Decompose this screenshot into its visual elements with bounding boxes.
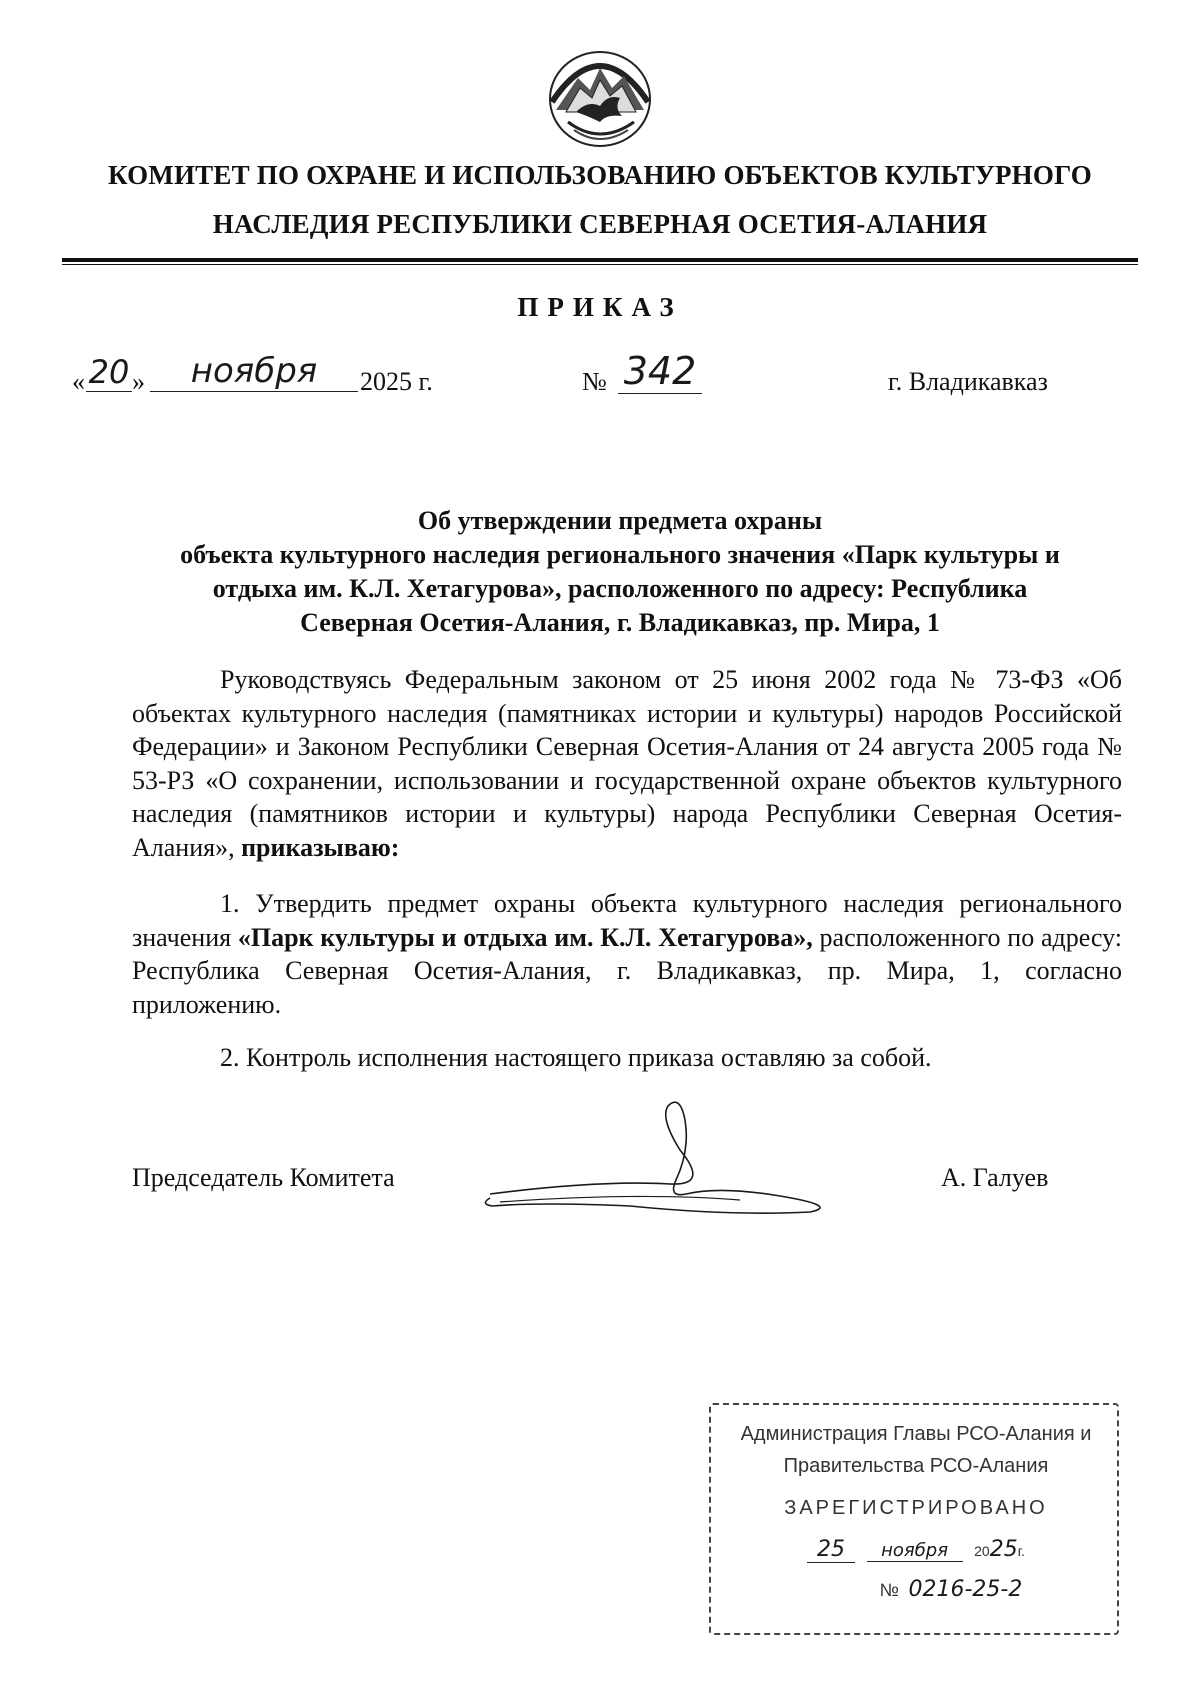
stamp-year-unit: г. xyxy=(1017,1543,1025,1559)
preamble-paragraph xyxy=(132,663,1122,864)
clause-2 xyxy=(132,1041,1122,1075)
clause-1-object-name: «Парк культуры и отдыха им. К.Л. Хетагурова», xyxy=(237,922,813,952)
document-title xyxy=(130,504,1110,640)
order-verb: приказываю: xyxy=(241,832,400,862)
document-type: ПРИКАЗ xyxy=(517,292,683,322)
date-year: 2025 г. xyxy=(360,367,433,396)
title-line1: Об утверждении предмета охраны xyxy=(417,506,823,535)
preamble-text: Руководствуясь Федеральным законом от 25 июня 2002 года № 73-ФЗ «Об объектах культурного наследия (памятниках истории и культуры) народов Российской Федерации» и Законом Республики Северная Осетия-Алания от 24 августа 2005 года № 53-РЗ «О сохранении, использовании и государственной охране объектов культурного наследия (памятников истории и культуры) народа Республики Северная Осетия-Алания», xyxy=(132,665,1122,862)
date-day: 20 xyxy=(86,353,132,392)
stamp-number-row xyxy=(711,1577,1121,1602)
stamp-number: 0216-25-2 xyxy=(908,1577,1023,1602)
handwritten-signature xyxy=(480,1100,920,1220)
stamp-number-label: № xyxy=(879,1580,899,1600)
signatory-position: Председатель Комитета xyxy=(132,1163,395,1192)
stamp-year-suffix: 25 xyxy=(989,1537,1018,1562)
order-number: 342 xyxy=(618,349,702,394)
stamp-year-prefix: 20 xyxy=(974,1543,990,1559)
date-month: ноября xyxy=(150,351,358,392)
stamp-line2: Правительства РСО-Алания xyxy=(783,1455,1049,1477)
clause-1-start: 1. Утвердить предмет охраны объекта культурного наследия регионального значения xyxy=(132,889,1122,952)
header-divider-thin xyxy=(62,264,1138,265)
stamp-line1: Администрация Главы РСО-Алания и xyxy=(740,1423,1092,1445)
stamp-date xyxy=(711,1537,1121,1563)
order-number-label: № xyxy=(582,367,607,396)
date-quote-close: » xyxy=(132,367,145,396)
title-line4: Северная Осетия-Алания, г. Владикавказ, пр. Мира, 1 xyxy=(300,608,940,637)
stamp-month: ноября xyxy=(867,1540,963,1562)
header-divider xyxy=(62,258,1138,262)
city: г. Владикавказ xyxy=(888,367,1048,396)
title-line3: отдыха им. К.Л. Хетагурова», расположенного по адресу: Республика xyxy=(212,574,1028,603)
organization-name-line1: КОМИТЕТ ПО ОХРАНЕ И ИСПОЛЬЗОВАНИЮ ОБЪЕКТОВ КУЛЬТУРНОГО xyxy=(107,160,1092,190)
title-line2: объекта культурного наследия регионального значения «Парк культуры и xyxy=(180,540,1060,569)
coat-of-arms-icon xyxy=(548,50,652,148)
clause-2-text: 2. Контроль исполнения настоящего приказа оставляю за собой. xyxy=(220,1043,932,1072)
registration-stamp xyxy=(709,1403,1119,1635)
date-number-line xyxy=(0,349,1200,405)
signatory-name: А. Галуев xyxy=(941,1163,1049,1192)
clause-1-end: расположенного по адресу: Республика Северная Осетия-Алания, г. Владикавказ, пр. Мира, 1, согласно приложению. xyxy=(132,922,1122,1019)
stamp-registered: ЗАРЕГИСТРИРОВАНО xyxy=(784,1497,1048,1519)
stamp-day: 25 xyxy=(807,1537,855,1563)
date-quote-open: « xyxy=(72,367,85,396)
clause-1 xyxy=(132,887,1122,1021)
organization-name-line2: НАСЛЕДИЯ РЕСПУБЛИКИ СЕВЕРНАЯ ОСЕТИЯ-АЛАНИЯ xyxy=(212,209,988,239)
